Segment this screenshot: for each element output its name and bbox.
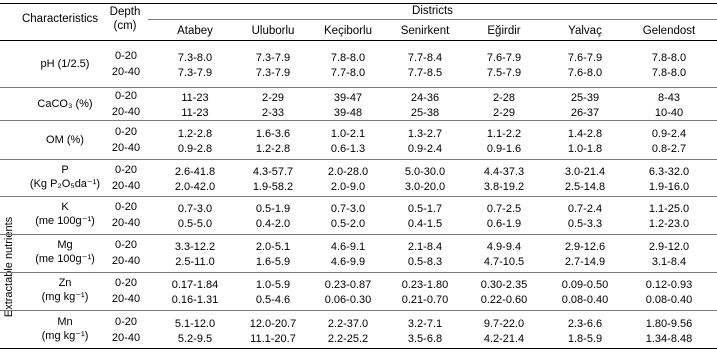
value-cell: 1.3-2.7 <box>407 127 443 140</box>
value-cell: 0.4-1.5 <box>407 218 443 230</box>
value-cell: 7.6-7.9 <box>486 51 522 64</box>
value-cell: 2-29 <box>492 106 516 119</box>
value-cell: 7.7-8.4 <box>407 51 443 64</box>
value-cell: 25-38 <box>410 106 440 119</box>
value-cell: 1.9-58.2 <box>252 180 294 193</box>
row-label-unit: (me 100g⁻¹) <box>35 215 95 227</box>
value-cell: 2.0-5.1 <box>255 241 291 253</box>
row-label <box>10 238 120 266</box>
value-cell: 2.3-6.6 <box>567 318 603 330</box>
depth-cell: 0-20 <box>114 125 138 138</box>
depth-cell: 20-40 <box>111 217 141 229</box>
value-cell: 7.5-7.9 <box>486 66 522 79</box>
district-header-3: Senirkent <box>400 25 450 37</box>
row-label-name: Zn <box>58 277 72 289</box>
value-cell: 11.1-20.7 <box>250 333 296 345</box>
value-cell: 1.34-8.48 <box>645 333 693 345</box>
value-cell: 1.1-2.2 <box>486 127 522 140</box>
value-cell: 7.3-8.0 <box>177 51 213 64</box>
value-cell: 0.7-3.0 <box>330 203 366 215</box>
value-cell: 4.2-21.4 <box>483 333 525 345</box>
value-cell: 4.6-9.9 <box>330 256 366 268</box>
value-cell: 7.6-7.9 <box>567 51 603 64</box>
value-cell: 1.2-2.8 <box>177 127 213 140</box>
value-cell: 2.5-11.0 <box>175 256 215 268</box>
value-cell: 0.12-0.93 <box>645 279 693 291</box>
row-label: CaCO₃ (%) <box>37 97 93 110</box>
value-cell: 1.0-2.1 <box>330 127 366 140</box>
value-cell: 0.9-2.4 <box>651 127 687 140</box>
value-cell: 8-43 <box>657 91 681 104</box>
value-cell: 1.6-3.6 <box>255 127 291 140</box>
value-cell: 0.5-3.3 <box>567 218 603 230</box>
row-separator <box>0 196 717 197</box>
value-cell: 4.4-37.3 <box>483 165 525 178</box>
depth-header: Depth <box>109 6 141 18</box>
value-cell: 10-40 <box>654 106 684 119</box>
value-cell: 5.2-9.5 <box>177 333 213 345</box>
row-label-name: Mg <box>57 239 73 251</box>
value-cell: 0.7-2.5 <box>486 203 522 215</box>
row-label: OM (%) <box>46 133 84 146</box>
value-cell: 4.3-57.7 <box>252 165 294 178</box>
characteristics-header: Characteristics <box>21 13 99 25</box>
value-cell: 1.0-1.8 <box>567 142 603 155</box>
district-header-1: Uluborlu <box>251 25 295 37</box>
header-rule <box>0 40 717 41</box>
value-cell: 11-23 <box>181 106 209 119</box>
district-header-4: Eğirdir <box>487 25 521 37</box>
depth-unit-header: (cm) <box>113 20 137 32</box>
value-cell: 2.0-9.0 <box>330 180 366 193</box>
value-cell: 1.2-23.0 <box>648 218 690 230</box>
depth-cell: 0-20 <box>114 277 138 289</box>
row-label <box>10 276 120 304</box>
value-cell: 3.2-7.1 <box>407 318 443 330</box>
value-cell: 3.3-12.2 <box>174 241 216 253</box>
value-cell: 25-39 <box>570 91 600 104</box>
value-cell: 0.5-1.7 <box>407 203 443 215</box>
value-cell: 0.22-0.60 <box>480 294 528 306</box>
value-cell: 5.1-12.0 <box>174 318 216 330</box>
value-cell: 3.8-19.2 <box>483 180 525 193</box>
depth-cell: 20-40 <box>111 332 141 344</box>
row-separator <box>0 159 717 160</box>
value-cell: 2.7-14.9 <box>564 256 606 268</box>
value-cell: 0.4-2.0 <box>255 218 291 230</box>
row-separator <box>0 310 717 311</box>
value-cell: 3.0-21.4 <box>564 165 606 178</box>
row-label-unit: (mg kg⁻¹) <box>41 330 89 342</box>
value-cell: 11-23 <box>181 91 209 104</box>
value-cell: 24-36 <box>410 91 440 104</box>
row-label: pH (1/2.5) <box>40 57 90 70</box>
value-cell: 1.2-2.8 <box>255 142 291 155</box>
depth-cell: 20-40 <box>111 255 141 267</box>
value-cell: 1.8-5.9 <box>567 333 603 345</box>
value-cell: 1.4-2.8 <box>567 127 603 140</box>
row-label <box>10 200 120 228</box>
value-cell: 2.6-41.8 <box>174 165 216 178</box>
value-cell: 0.7-2.4 <box>567 203 603 215</box>
value-cell: 2.2-25.2 <box>327 333 369 345</box>
value-cell: 6.3-32.0 <box>648 165 690 178</box>
value-cell: 0.8-2.7 <box>651 142 687 155</box>
value-cell: 2-29 <box>261 91 285 104</box>
value-cell: 7.3-7.9 <box>255 51 291 64</box>
districts-rule <box>148 19 717 20</box>
row-label-name: Mn <box>57 316 73 328</box>
value-cell: 1.1-25.0 <box>648 203 690 215</box>
value-cell: 0.08-0.40 <box>645 294 693 306</box>
district-header-5: Yalvaç <box>568 25 602 37</box>
value-cell: 9.7-22.0 <box>483 318 525 330</box>
value-cell: 0.5-8.3 <box>407 256 443 268</box>
value-cell: 7.7-8.0 <box>330 66 366 79</box>
district-header-6: Gelendost <box>642 25 696 37</box>
value-cell: 4.6-9.1 <box>330 241 366 253</box>
value-cell: 0.30-2.35 <box>480 279 528 291</box>
value-cell: 2.2-37.0 <box>327 318 369 330</box>
value-cell: 4.9-9.4 <box>486 241 522 253</box>
value-cell: 39-47 <box>333 91 363 104</box>
value-cell: 0.21-0.70 <box>401 294 449 306</box>
value-cell: 0.17-1.84 <box>171 279 219 291</box>
value-cell: 0.16-1.31 <box>171 294 219 306</box>
value-cell: 7.3-7.9 <box>255 66 291 79</box>
value-cell: 2-33 <box>261 106 285 119</box>
value-cell: 0.6-1.3 <box>330 142 366 155</box>
value-cell: 7.6-8.0 <box>567 66 603 79</box>
depth-cell: 20-40 <box>111 141 141 154</box>
value-cell: 0.23-1.80 <box>401 279 449 291</box>
depth-cell: 0-20 <box>114 201 138 213</box>
depth-cell: 20-40 <box>111 179 141 192</box>
value-cell: 0.08-0.40 <box>561 294 609 306</box>
value-cell: 0.5-4.6 <box>255 294 291 306</box>
value-cell: 0.9-2.8 <box>177 142 213 155</box>
value-cell: 2.1-8.4 <box>407 241 443 253</box>
value-cell: 1.80-9.56 <box>645 318 693 330</box>
value-cell: 1.9-16.0 <box>648 180 690 193</box>
value-cell: 0.09-0.50 <box>561 279 609 291</box>
value-cell: 39-48 <box>333 106 363 119</box>
value-cell: 3.5-6.8 <box>407 333 443 345</box>
value-cell: 7.3-7.9 <box>177 66 213 79</box>
bottom-rule <box>0 348 717 349</box>
depth-cell: 0-20 <box>114 239 138 251</box>
district-header-2: Keçiborlu <box>324 25 372 37</box>
value-cell: 0.5-5.0 <box>177 218 213 230</box>
value-cell: 7.8-8.0 <box>651 51 687 64</box>
value-cell: 7.8-8.0 <box>651 66 687 79</box>
row-label-unit: (me 100g⁻¹) <box>35 253 95 265</box>
district-header-0: Atabey <box>177 25 213 37</box>
value-cell: 0.9-2.4 <box>407 142 443 155</box>
row-label-unit: (mg kg⁻¹) <box>41 291 89 303</box>
extractable-nutrients-label: Extractable nutrients <box>3 216 15 318</box>
value-cell: 26-37 <box>570 106 600 119</box>
row-label-name: P <box>61 163 69 176</box>
value-cell: 0.7-3.0 <box>177 203 213 215</box>
value-cell: 0.5-1.9 <box>255 203 291 215</box>
value-cell: 1.0-5.9 <box>255 279 291 291</box>
value-cell: 1.6-5.9 <box>255 256 291 268</box>
row-separator <box>0 120 717 121</box>
value-cell: 0.6-1.9 <box>486 218 522 230</box>
row-label-name: K <box>61 201 69 213</box>
value-cell: 2-28 <box>492 91 516 104</box>
row-separator <box>0 234 717 235</box>
value-cell: 2.9-12.0 <box>648 241 690 253</box>
depth-cell: 20-40 <box>111 293 141 305</box>
value-cell: 3.1-8.4 <box>651 256 687 268</box>
value-cell: 0.5-2.0 <box>330 218 366 230</box>
value-cell: 2.5-14.8 <box>564 180 606 193</box>
depth-cell: 20-40 <box>111 65 141 78</box>
depth-cell: 0-20 <box>114 89 138 102</box>
value-cell: 5.0-30.0 <box>404 165 446 178</box>
depth-cell: 0-20 <box>114 163 138 176</box>
value-cell: 7.8-8.0 <box>330 51 366 64</box>
depth-cell: 20-40 <box>111 105 141 118</box>
depth-cell: 0-20 <box>114 49 138 62</box>
row-separator <box>0 272 717 273</box>
value-cell: 2.9-12.6 <box>564 241 606 253</box>
value-cell: 2.0-28.0 <box>327 165 369 178</box>
value-cell: 0.23-0.87 <box>324 279 372 291</box>
depth-cell: 0-20 <box>114 316 138 328</box>
districts-header: Districts <box>412 5 453 17</box>
value-cell: 0.06-0.30 <box>324 294 372 306</box>
value-cell: 0.9-1.6 <box>486 142 522 155</box>
value-cell: 7.7-8.5 <box>407 66 443 79</box>
value-cell: 2.0-42.0 <box>174 180 216 193</box>
value-cell: 3.0-20.0 <box>404 180 446 193</box>
value-cell: 12.0-20.7 <box>249 318 297 330</box>
row-label <box>10 315 120 343</box>
value-cell: 4.7-10.5 <box>483 256 525 268</box>
row-label-unit: (Kg P₂O₅da⁻¹) <box>29 177 101 190</box>
row-label <box>10 163 120 191</box>
